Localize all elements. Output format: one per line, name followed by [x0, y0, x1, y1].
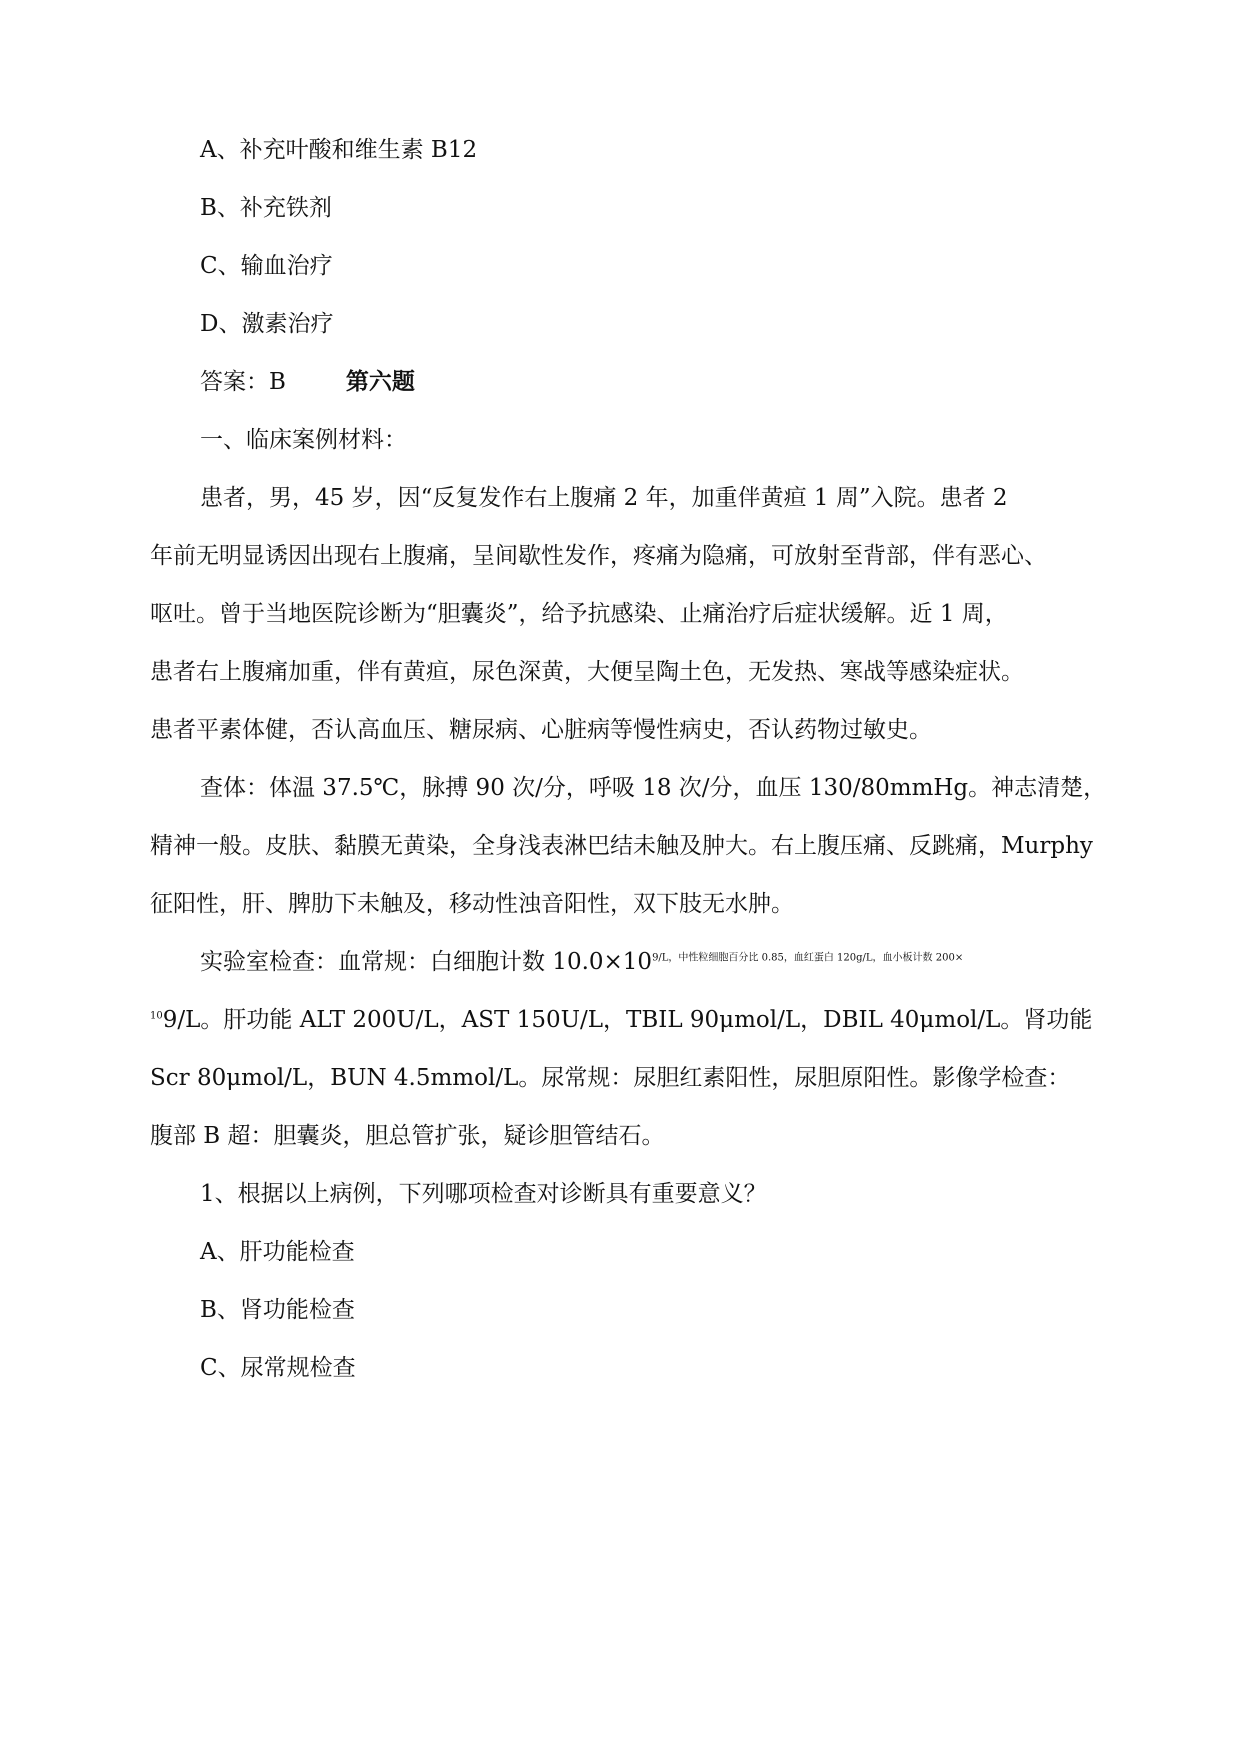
option-a: A、肝功能检查	[200, 1239, 355, 1265]
lab-line	[150, 1004, 1092, 1036]
exam-line: 征阳性，肝、脾肋下未触及，移动性浊音阳性，双下肢无水肿。	[150, 891, 794, 917]
option-b: B、肾功能检查	[200, 1297, 355, 1323]
history-line: 呕吐。曾于当地医院诊断为“胆囊炎”，给予抗感染、止痛治疗后症状缓解。近 1 周，	[150, 601, 1008, 627]
option-c: C、输血治疗	[200, 253, 333, 279]
option-d: D、激素治疗	[200, 311, 334, 337]
lab-line-main: 实验室检查：血常规：白细胞计数 10.0×10	[200, 949, 653, 975]
history-line: 患者，男，45 岁，因“反复发作右上腹痛 2 年，加重伴黄疸 1 周”入院。患者 2	[200, 485, 1008, 511]
lab-line: Scr 80μmol/L，BUN 4.5mmol/L。尿常规：尿胆红素阳性，尿胆原阳性。影像学检查：	[150, 1065, 1071, 1091]
lab-line-main: 9/L。肝功能 ALT 200U/L，AST 150U/L，TBIL 90μmol/L，DBIL 40μmol/L。肾功能	[162, 1007, 1093, 1033]
option-a: A、补充叶酸和维生素 B12	[200, 137, 478, 163]
lab-line	[200, 946, 963, 978]
option-c: C、尿常规检查	[200, 1355, 356, 1381]
option-b: B、补充铁剂	[200, 195, 332, 221]
question-heading: 第六题	[345, 368, 415, 395]
answer-line	[200, 366, 415, 398]
history-line: 年前无明显诱因出现右上腹痛，呈间歇性发作，疼痛为隐痛，可放射至背部，伴有恶心、	[150, 543, 1047, 569]
exam-line: 查体：体温 37.5℃，脉搏 90 次/分，呼吸 18 次/分，血压 130/80mmHg。神志清楚，	[200, 775, 1107, 801]
lab-line: 腹部 B 超：胆囊炎，胆总管扩张，疑诊胆管结石。	[150, 1123, 665, 1149]
history-line: 患者平素体健，否认高血压、糖尿病、心脏病等慢性病史，否认药物过敏史。	[150, 717, 932, 743]
exam-line: 精神一般。皮肤、黏膜无黄染，全身浅表淋巴结未触及肿大。右上腹压痛、反跳痛，Murphy	[150, 833, 1093, 859]
lab-line-small: 9/L，中性粒细胞百分比 0.85，血红蛋白 120g/L，血小板计数 200×	[652, 952, 964, 964]
section-heading: 一、临床案例材料：	[200, 427, 407, 453]
lab-line-small: 10	[150, 1010, 163, 1022]
question-stem: 1、根据以上病例，下列哪项检查对诊断具有重要意义？	[200, 1181, 767, 1207]
answer-text: 答案：B	[200, 369, 286, 395]
history-line: 患者右上腹痛加重，伴有黄疸，尿色深黄，大便呈陶土色，无发热、寒战等感染症状。	[150, 659, 1024, 685]
